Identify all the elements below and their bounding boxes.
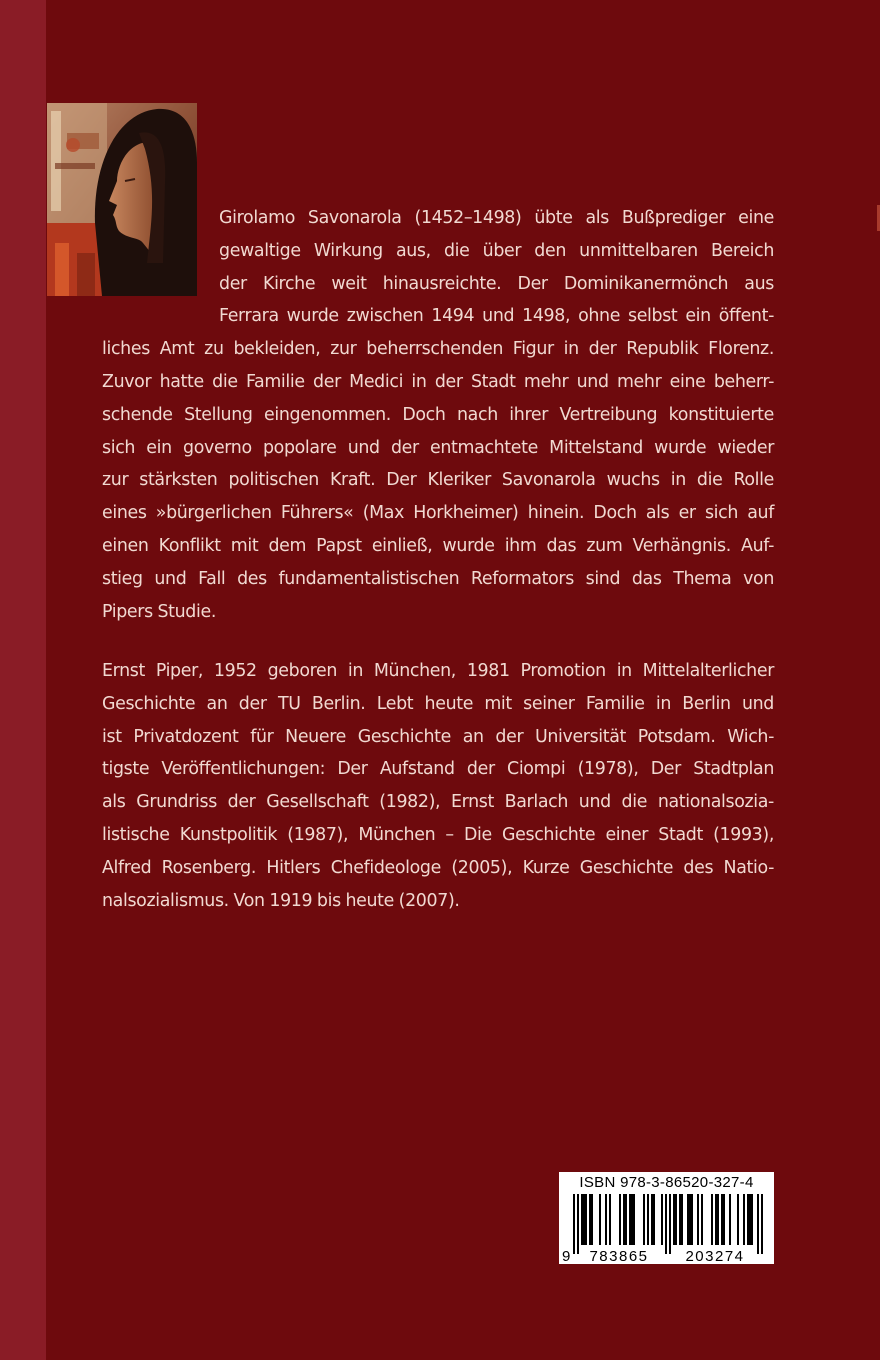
barcode-bar bbox=[583, 1194, 585, 1245]
barcode-bar bbox=[691, 1194, 693, 1245]
barcode-bar bbox=[669, 1194, 671, 1254]
barcode-graphic bbox=[559, 1192, 774, 1264]
description-line: Pipers Studie. bbox=[102, 601, 216, 622]
barcode-bar bbox=[633, 1194, 635, 1245]
description-line: Ferrara wurde zwischen 1494 und 1498, ohne selbst ein öffent- bbox=[219, 306, 774, 327]
barcode-bar bbox=[711, 1194, 713, 1245]
description-line: schende Stellung eingenommen. Doch nach ihrer Vertreibung konstituierte bbox=[102, 404, 774, 425]
barcode-bar bbox=[605, 1194, 607, 1245]
barcode-digits-right: 203274 bbox=[685, 1248, 745, 1264]
description-line: der Kirche weit hinausreichte. Der Dominikanermönch aus bbox=[219, 273, 774, 294]
barcode-bar bbox=[675, 1194, 677, 1245]
bio-line: tigste Veröffentlichungen: Der Aufstand der Ciompi (1978), Der Stadtplan bbox=[102, 759, 774, 780]
barcode-bar bbox=[689, 1194, 691, 1245]
barcode-bar bbox=[589, 1194, 591, 1245]
barcode-bar bbox=[729, 1194, 731, 1245]
bio-line: listische Kunstpolitik (1987), München – Die Geschichte einer Stadt (1993), bbox=[102, 824, 774, 845]
barcode-bar bbox=[585, 1194, 587, 1245]
barcode-digits-left: 783865 bbox=[589, 1248, 649, 1264]
book-description bbox=[102, 202, 774, 628]
description-line: sich ein governo popolare und der entmachtete Mittelstand wurde wieder bbox=[102, 437, 774, 458]
barcode-bar bbox=[625, 1194, 627, 1245]
barcode-bar bbox=[743, 1194, 745, 1245]
barcode-bar bbox=[751, 1194, 753, 1245]
barcode-bar bbox=[737, 1194, 739, 1245]
isbn-barcode-box bbox=[559, 1172, 774, 1264]
barcode-bar bbox=[623, 1194, 625, 1245]
barcode-bar bbox=[697, 1194, 699, 1245]
description-line: Zuvor hatte die Familie der Medici in der Stadt mehr und mehr eine beherr- bbox=[102, 371, 774, 392]
barcode-bar bbox=[651, 1194, 653, 1245]
barcode-bar bbox=[747, 1194, 749, 1245]
description-line: gewaltige Wirkung aus, die über den unmittelbaren Bereich bbox=[219, 240, 774, 261]
barcode-bar bbox=[687, 1194, 689, 1245]
barcode-bar bbox=[631, 1194, 633, 1245]
barcode-bar bbox=[673, 1194, 675, 1245]
author-bio bbox=[102, 655, 774, 917]
bio-line: Geschichte an der TU Berlin. Lebt heute mit seiner Familie in Berlin und bbox=[102, 693, 774, 714]
bio-line: als Grundriss der Gesellschaft (1982), Ernst Barlach und die nationalsozia- bbox=[102, 792, 774, 813]
description-line: eines »bürgerlichen Führers« (Max Horkheimer) hinein. Doch als er sich auf bbox=[102, 503, 774, 524]
barcode-bar bbox=[717, 1194, 719, 1245]
barcode-bar bbox=[577, 1194, 579, 1254]
barcode-bar bbox=[679, 1194, 681, 1245]
barcode-bar bbox=[629, 1194, 631, 1245]
barcode-bar bbox=[749, 1194, 751, 1245]
bio-line: nalsozialismus. Von 1919 bis heute (2007). bbox=[102, 890, 460, 911]
bio-line: ist Privatdozent für Neuere Geschichte an der Universität Potsdam. Wich- bbox=[102, 726, 774, 747]
barcode-bar bbox=[619, 1194, 621, 1245]
barcode-bar bbox=[647, 1194, 649, 1245]
barcode-bar bbox=[757, 1194, 759, 1254]
barcode-bar bbox=[665, 1194, 667, 1254]
barcode-bar bbox=[591, 1194, 593, 1245]
barcode-bar bbox=[661, 1194, 663, 1245]
bio-line: Ernst Piper, 1952 geboren in München, 1981 Promotion in Mittelalterlicher bbox=[102, 661, 774, 681]
bio-line: Alfred Rosenberg. Hitlers Chefideologe (2005), Kurze Geschichte des Natio- bbox=[102, 857, 774, 878]
barcode-bar bbox=[599, 1194, 601, 1245]
description-line: zur stärksten politischen Kraft. Der Kleriker Savonarola wuchs in die Rolle bbox=[102, 470, 774, 491]
barcode-bar bbox=[761, 1194, 763, 1254]
barcode-bar bbox=[653, 1194, 655, 1245]
barcode-bar bbox=[723, 1194, 725, 1245]
description-line: Girolamo Savonarola (1452–1498) übte als Bußprediger eine bbox=[219, 208, 774, 228]
description-line: liches Amt zu bekleiden, zur beherrschenden Figur in der Republik Florenz. bbox=[102, 339, 774, 360]
barcode-bar bbox=[681, 1194, 683, 1245]
barcode-bar bbox=[609, 1194, 611, 1245]
barcode-bar bbox=[721, 1194, 723, 1245]
spine-strip bbox=[0, 0, 46, 1360]
isbn-label: ISBN 978-3-86520-327-4 bbox=[579, 1174, 754, 1191]
barcode-bar bbox=[573, 1194, 575, 1254]
barcode-bar bbox=[701, 1194, 703, 1245]
barcode-bar bbox=[715, 1194, 717, 1245]
barcode-bar bbox=[643, 1194, 645, 1245]
description-line: stieg und Fall des fundamentalistischen Reformators sind das Thema von bbox=[102, 568, 774, 589]
description-line: einen Konflikt mit dem Papst einließ, wurde ihm das zum Verhängnis. Auf- bbox=[102, 535, 774, 556]
barcode-digits-prefix: 9 bbox=[562, 1248, 571, 1264]
barcode-bar bbox=[581, 1194, 583, 1245]
